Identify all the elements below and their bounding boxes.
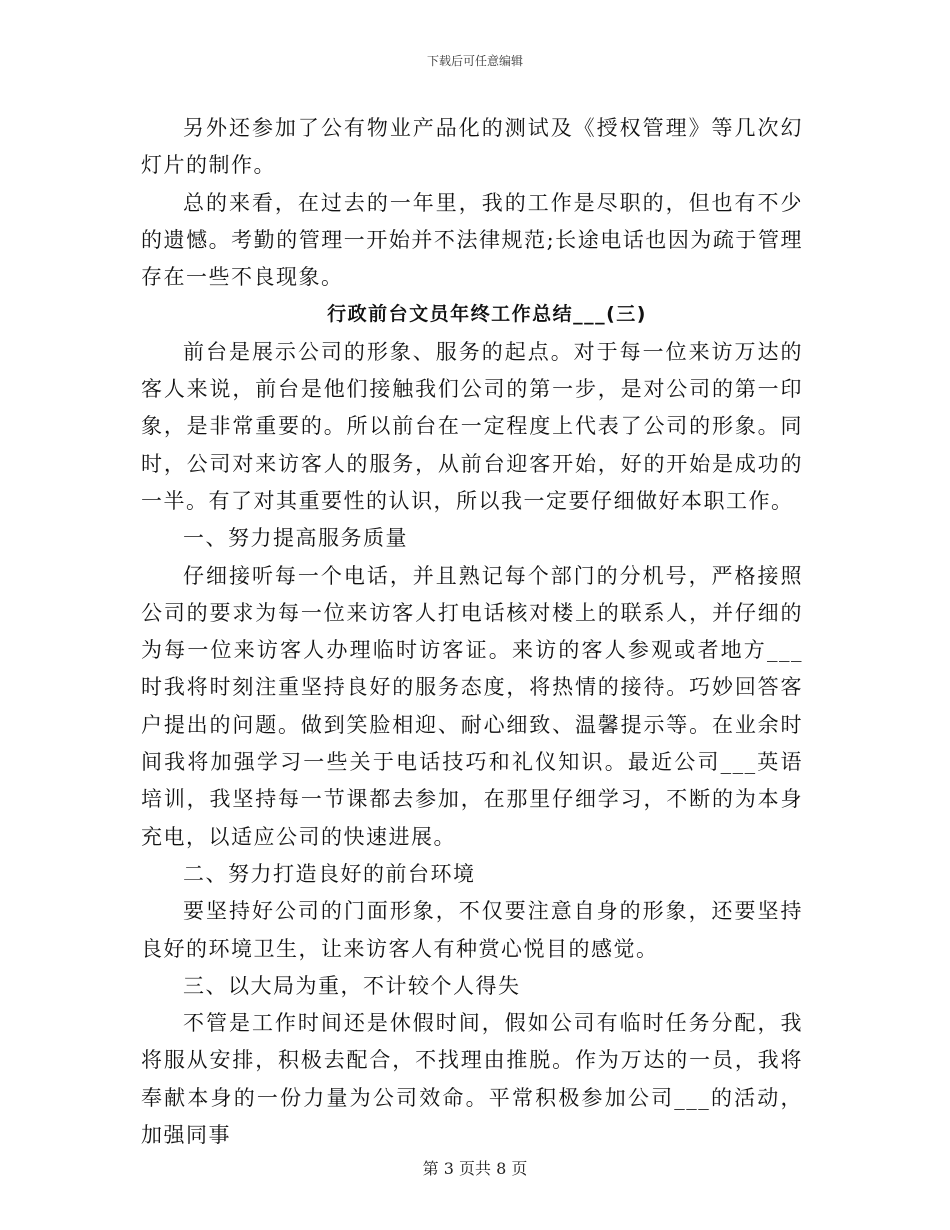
page-header: 下载后可任意编辑 <box>426 54 523 68</box>
subheading: 三、以大局为重，不计较个人得失 <box>183 973 521 998</box>
paragraph: 不管是工作时间还是休假时间，假如公司有临时任务分配，我将服从安排，积极去配合，不找理由推脱。作为万达的一员，我将奉献本身的一份力量为公司效命。平常积极参加公司___的活动，加强同事 <box>141 1011 803 1148</box>
paragraph: 仔细接听每一个电话，并且熟记每个部门的分机号，严格接照公司的要求为每一位来访客人打电话核对楼上的联系人，并仔细的为每一位来访客人办理临时访客证。来访的客人参观或者地方___时我将时刻注重坚持良好的服务态度，将热情的接待。巧妙回答客户提出的问题。做到笑脸相迎、耐心细致、温馨提示等。在业余时间我将加强学习一些关于电话技巧和礼仪知识。最近公司___英语培训，我坚持每一节课都去参加，在那里仔细学习，不断的为本身充电，以适应公司的快速进展。 <box>141 563 803 849</box>
paragraph: 前台是展示公司的形象、服务的起点。对于每一位来访万达的客人来说，前台是他们接触我们公司的第一步，是对公司的第一印象，是非常重要的。所以前台在一定程度上代表了公司的形象。同时，公司对来访客人的服务，从前台迎客开始，好的开始是成功的一半。有了对其重要性的认识，所以我一定要仔细做好本职工作。 <box>141 339 803 513</box>
paragraph: 总的来看，在过去的一年里，我的工作是尽职的，但也有不少的遗憾。考勤的管理一开始并不法律规范;长途电话也因为疏于管理存在一些不良现象。 <box>141 190 803 290</box>
section-title: 行政前台文员年终工作总结___(三) <box>327 303 647 326</box>
paragraph: 要坚持好公司的门面形象，不仅要注意自身的形象，还要坚持良好的环境卫生，让来访客人有种赏心悦目的感觉。 <box>141 899 803 961</box>
subheading: 一、努力提高服务质量 <box>183 526 408 551</box>
paragraph: 另外还参加了公有物业产品化的测试及《授权管理》等几次幻灯片的制作。 <box>141 116 803 178</box>
page-footer: 第 3 页共 8 页 <box>422 1159 528 1178</box>
subheading: 二、努力打造良好的前台环境 <box>183 861 476 886</box>
document-body <box>141 110 803 1154</box>
